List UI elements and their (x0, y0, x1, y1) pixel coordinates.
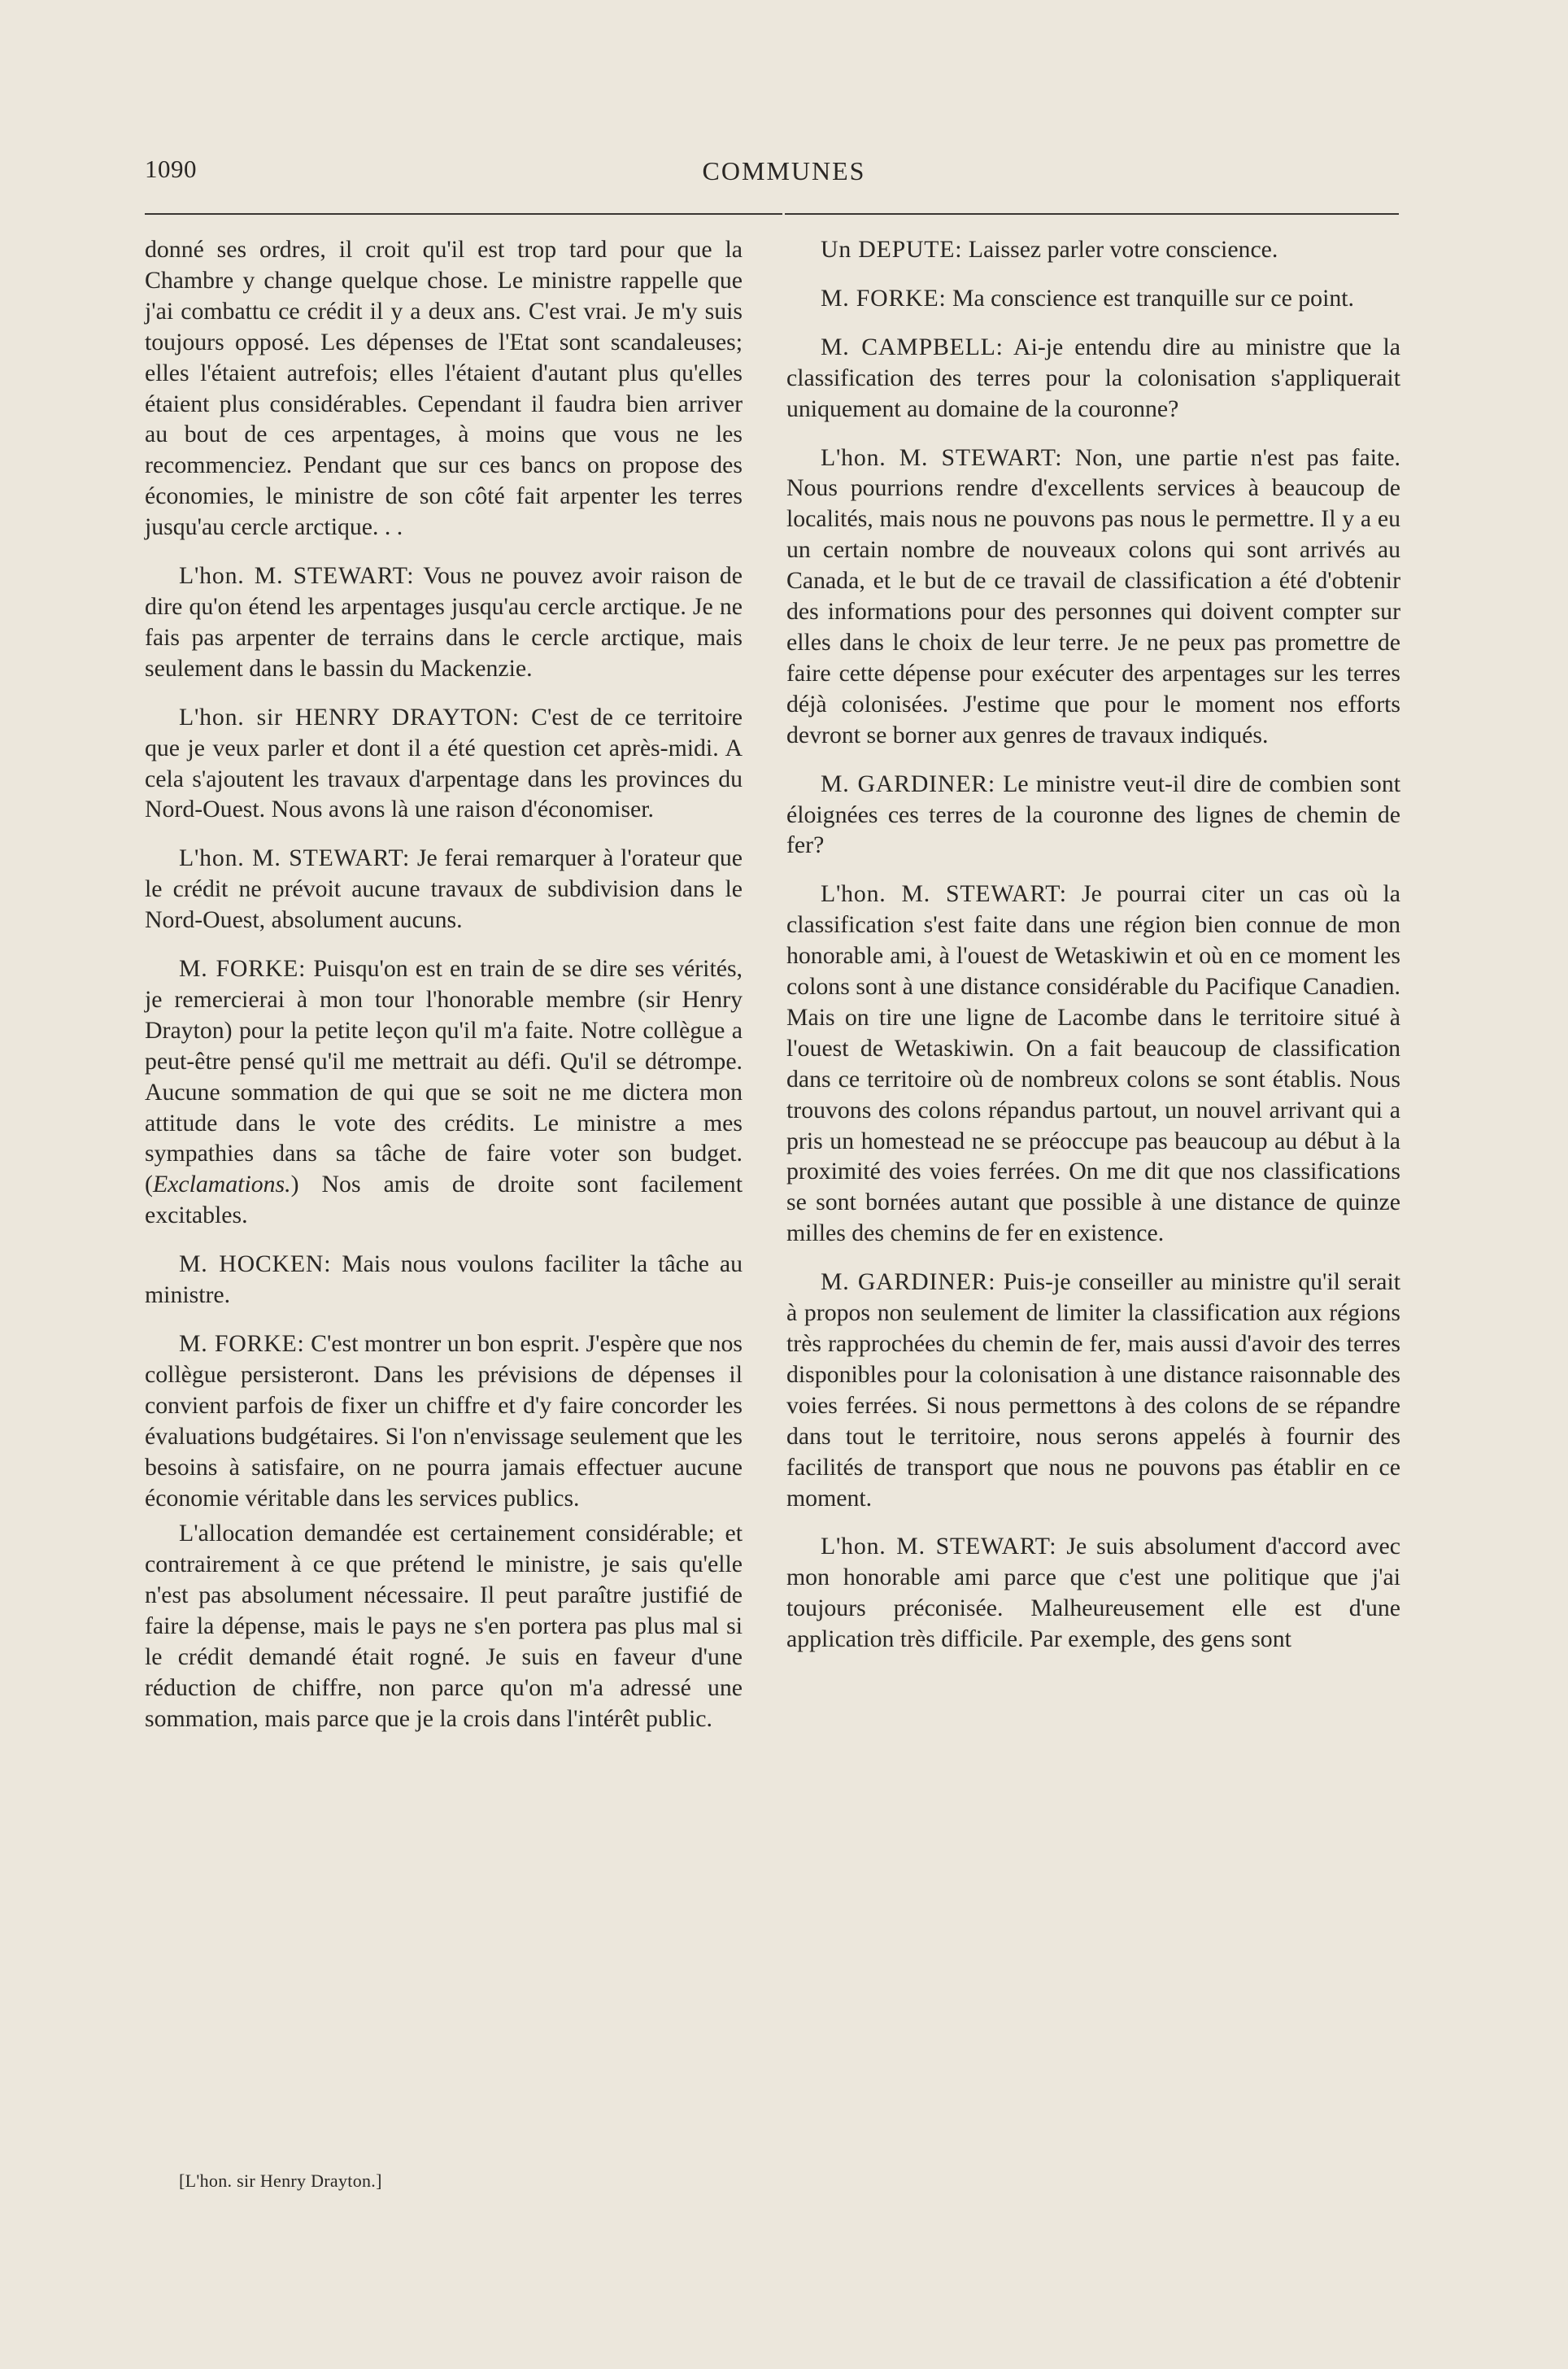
paragraph-text: Je ferai remarquer à l'orateur que le crédit ne prévoit aucune travaux de subdivision dans le Nord-Ouest, absolument aucuns. (145, 844, 743, 934)
paragraph (786, 234, 1400, 265)
paragraph-text: Je suis absolument d'accord avec mon honorable ami parce que c'est une politique que j'ai toujours préconisée. Malheureusement elle est d'une application très difficile. Par exemple, des gens sont (786, 1533, 1401, 1653)
speaker-name: L'hon. M. STEWART: (179, 562, 415, 590)
speaker-name: M. GARDINER: (821, 770, 995, 797)
paragraph-text: Mais nous voulons faciliter la tâche au ministre. (145, 1250, 743, 1309)
paragraph (145, 702, 743, 826)
left-column (145, 234, 743, 1752)
running-title: COMMUNES (702, 156, 866, 185)
speaker-name: L'hon. M. STEWART: (821, 1533, 1057, 1560)
paragraph-text: Ai-je entendu dire au ministre que la classification des terres pour la colonisation s'appliquerait uniquement au domaine de la couronne? (786, 333, 1400, 422)
footer-note: [L'hon. sir Henry Drayton.] (179, 2170, 382, 2191)
paragraph (145, 1328, 743, 1513)
speaker-name: M. FORKE: (179, 1330, 305, 1357)
paragraph (786, 1267, 1400, 1513)
paragraph (145, 953, 743, 1231)
paragraph-text: Le ministre veut-il dire de combien sont éloignées ces terres de la couronne des lignes de chemin de fer? (786, 770, 1401, 859)
paragraph-text: donné ses ordres, il croit qu'il est trop tard pour que la Chambre y change quelque chose. Le ministre rappelle que j'ai combattu ce crédit il y a deux ans. C'est vrai. Je m'y suis toujours opposé. Les dépenses de l'Etat sont scandaleuses; elles l'étaient autrefois; elles l'étaient d'autant plus qu'elles étaient plus considérables. Cependant il faudra bien arriver au bout de ces arpentages, à moins que vous ne les recommenciez. Pendant que sur ces bancs on propose des économies, le ministre de son côté fait arpenter les terres jusqu'au cercle arctique. . . (145, 236, 743, 541)
speaker-name: M. CAMPBELL: (821, 333, 1004, 360)
speaker-name: L'hon. sir HENRY DRAYTON: (179, 703, 520, 731)
speaker-name: M. FORKE: (179, 955, 307, 983)
paragraph (145, 843, 743, 936)
paragraph (145, 561, 743, 684)
paragraph (786, 769, 1400, 862)
paragraph (145, 1249, 743, 1311)
paragraph-text: Puisqu'on est en train de se dire ses vérités, je remercierai à mon tour l'honorable membre (sir Henry Drayton) pour la petite leçon qu'il m'a faite. Notre collègue a peut-être pensé qu'il me mettrait au défi. Qu'il se détrompe. Aucune sommation de qui que se soit ne me dictera mon attitude dans le vote des crédits. Le ministre a mes sympathies dans sa tâche de faire voter son budget. ( (145, 955, 743, 1198)
header-rule-right (785, 213, 1399, 215)
speaker-name: Un DEPUTE: (821, 236, 963, 263)
speaker-name: L'hon. M. STEWART: (821, 880, 1067, 908)
paragraph (145, 234, 743, 543)
speaker-name: L'hon. M. STEWART: (179, 844, 411, 872)
paragraph (786, 283, 1400, 314)
paragraph-emphasis: Exclamations. (152, 1171, 291, 1198)
speaker-name: L'hon. M. STEWART: (821, 443, 1063, 471)
paragraph-text: Puis-je conseiller au ministre qu'il serait à propos non seulement de limiter la classification aux régions très rapprochées du chemin de fer, mais aussi d'avoir des terres disponibles pour la colonisation à une distance raisonnable des voies ferrées. Si nous permettons à des colons de se répandre dans tout le territoire, nous serons appelés à fournir des facilités de transport que nous ne pouvons pas établir en ce moment. (786, 1268, 1401, 1512)
paragraph (786, 332, 1400, 425)
paragraph-text: Ma conscience est tranquille sur ce point. (946, 284, 1354, 312)
paragraph (145, 1518, 743, 1734)
header-rule-left (145, 213, 782, 215)
speaker-name: M. GARDINER: (821, 1268, 996, 1296)
speaker-name: M. HOCKEN: (179, 1250, 332, 1278)
speaker-name: M. FORKE: (821, 284, 947, 312)
paragraph-text: C'est de ce territoire que je veux parler et dont il a été question cet après-midi. A cela s'ajoutent les travaux d'arpentage dans les provinces du Nord-Ouest. Nous avons là une raison d'économiser. (145, 703, 743, 823)
right-column (786, 234, 1400, 1673)
paragraph-text: C'est montrer un bon esprit. J'espère que nos collègue persisteront. Dans les prévisions de dépenses il convient parfois de fixer un chiffre et d'y faire concorder les évaluations budgétaires. Si l'on n'envissage seulement que les besoins à satisfaire, on ne pourra jamais effectuer aucune économie véritable dans les services publics. (145, 1330, 743, 1512)
paragraph (786, 443, 1400, 751)
paragraph-text-after: ) Nos amis de droite sont facilement excitables. (145, 1171, 743, 1229)
paragraph-text: Laissez parler votre conscience. (962, 236, 1278, 263)
paragraph-text: Je pourrai citer un cas où la classification s'est faite dans une région bien connue de mon honorable ami, à l'ouest de Wetaskiwin et où en ce moment les colons sont à une distance considérable du Pacifique Canadien. Mais on tire une ligne de Lacombe dans le territoire situé à l'ouest de Wetaskiwin. On a fait beaucoup de classification dans ce territoire où de nombreux colons se sont établis. Nous trouvons des colons répandus partout, un nouvel arrivant qui a pris un homestead ne se préoccupe pas beaucoup au début à la proximité des voies ferrées. On me dit que nos classifications se sont bornées autant que possible à une distance de quinze milles des chemins de fer en existence. (786, 880, 1400, 1247)
paragraph-text: Vous ne pouvez avoir raison de dire qu'on étend les arpentages jusqu'au cercle arctique. Je ne fais pas arpenter de terrains dans le cercle arctique, mais seulement dans le bassin du Mackenzie. (145, 562, 743, 682)
paragraph (786, 879, 1400, 1249)
paragraph-text: L'allocation demandée est certainement considérable; et contrairement à ce que prétend le ministre, je sais qu'elle n'est pas absolument nécessaire. Il peut paraître justifié de faire la dépense, mais le pays ne s'en portera pas plus mal si le crédit demandé était rogné. Je suis en faveur d'une réduction de chiffre, non parce qu'on m'a adressé une sommation, mais parce que je la crois dans l'intérêt public. (145, 1520, 743, 1732)
paragraph-text: Non, une partie n'est pas faite. Nous pourrions rendre d'excellents services à beaucoup de localités, mais nous ne pouvons pas nous le permettre. Il y a eu un certain nombre de nouveaux colons qui sont arrivés au Canada, et le but de ce travail de classification a été d'obtenir des informations pour des personnes qui doivent compter sur elles dans le choix de leur terre. Je ne peux pas promettre de faire cette dépense pour exécuter des arpentages sur les terres déjà colonisées. J'estime que pour le moment nos efforts devront se borner aux genres de travaux indiqués. (786, 443, 1400, 748)
paragraph (786, 1531, 1400, 1655)
page-number: 1090 (145, 155, 197, 183)
